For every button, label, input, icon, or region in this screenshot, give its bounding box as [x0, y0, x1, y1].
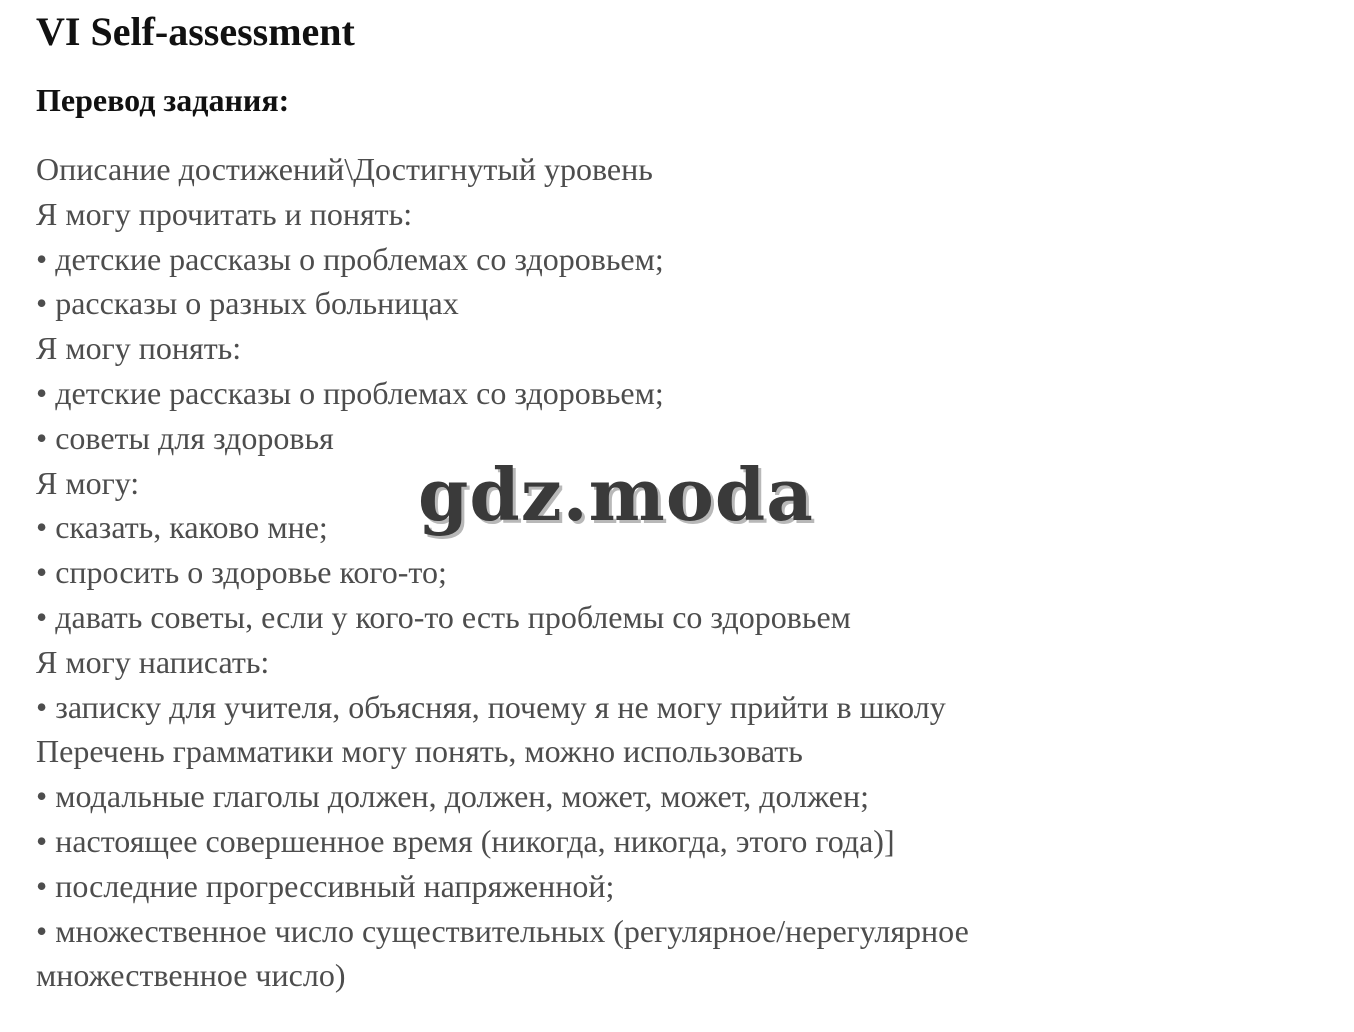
text-body	[36, 147, 1336, 998]
list-item: • множественное число существительных (регулярное/нерегулярное	[36, 912, 969, 949]
list-item: • детские рассказы о проблемах со здоровьем;	[36, 374, 664, 411]
watermark-logo: gdz.moda	[410, 455, 822, 535]
text-line: Я могу прочитать и понять:	[36, 195, 413, 232]
list-item: • настоящее совершенное время (никогда, никогда, этого года)]	[36, 822, 895, 859]
text-line: Я могу понять:	[36, 330, 242, 367]
text-line: множественное число)	[36, 957, 346, 994]
list-item: • модальные глаголы должен, должен, может, может, должен;	[36, 778, 869, 815]
list-item: • спросить о здоровье кого-то;	[36, 554, 447, 591]
list-item: • давать советы, если у кого-то есть проблемы со здоровьем	[36, 598, 851, 635]
list-item: • последние прогрессивный напряженной;	[36, 867, 615, 904]
list-item: • советы для здоровья	[36, 419, 334, 456]
text-line: Я могу:	[36, 464, 140, 501]
list-item: • детские рассказы о проблемах со здоровьем;	[36, 240, 664, 277]
list-item: • записку для учителя, объясняя, почему я не могу прийти в школу	[36, 688, 946, 725]
text-line: Описание достижений\Достигнутый уровень	[36, 151, 653, 187]
list-item: • рассказы о разных больницах	[36, 285, 459, 322]
text-line: Перечень грамматики могу понять, можно использовать	[36, 733, 803, 770]
list-item: • сказать, каково мне;	[36, 509, 328, 546]
text-line: Я могу написать:	[36, 643, 270, 680]
section-title: VI Self-assessment	[36, 9, 355, 54]
translation-heading: Перевод задания:	[36, 82, 290, 118]
